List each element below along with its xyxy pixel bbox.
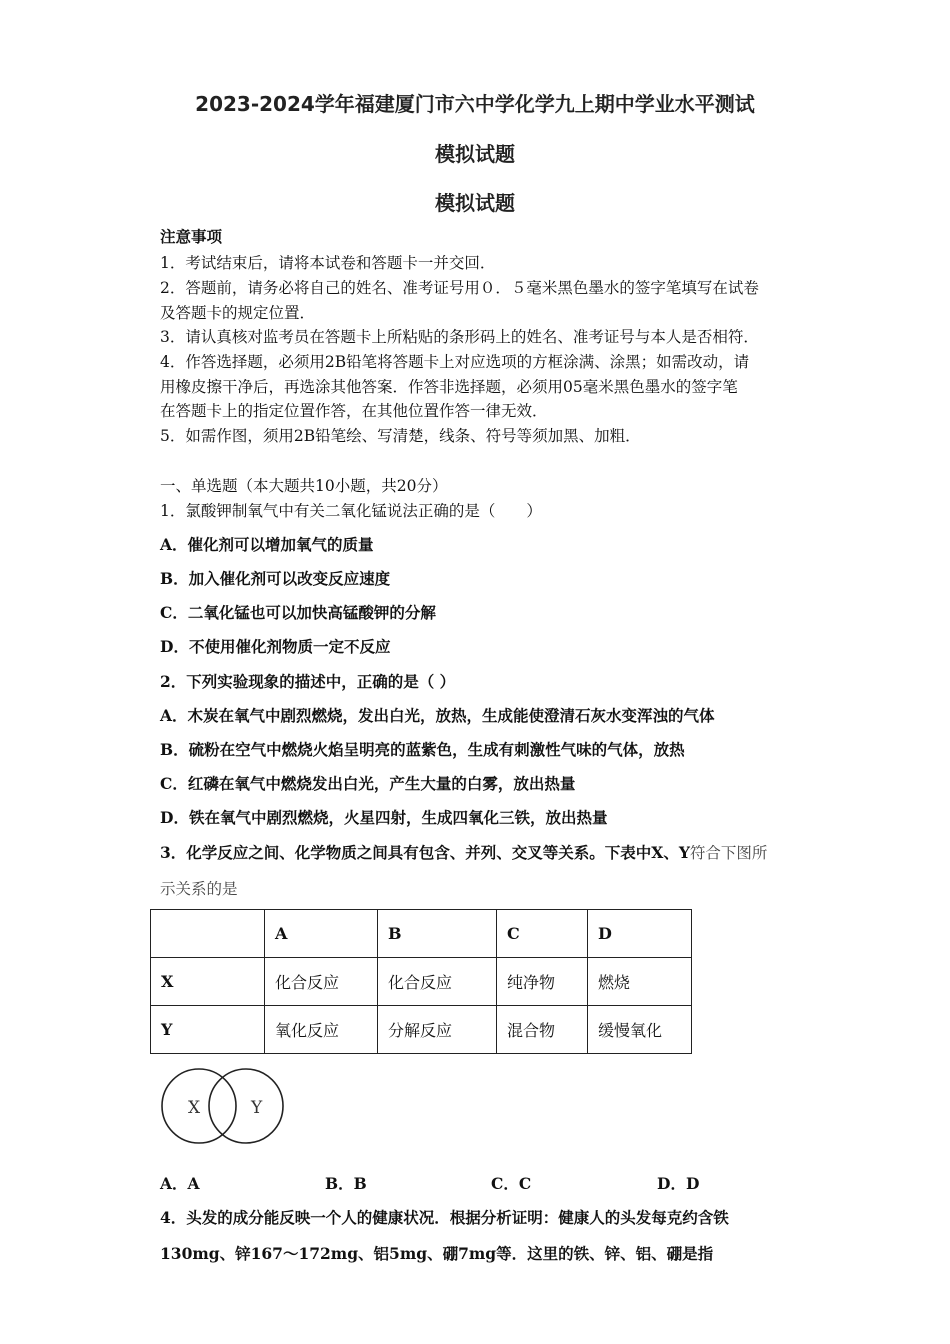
venn-circle-y: [209, 1069, 283, 1143]
q3-stem: [160, 843, 800, 863]
venn-label-x: X: [188, 1098, 201, 1118]
q1-option-a: A．催化剂可以增加氧气的质量: [160, 535, 374, 554]
table-cell: 氧化反应: [265, 1006, 378, 1054]
q3-option-a: A．A: [160, 1174, 200, 1193]
title-line-2: 模拟试题: [435, 142, 515, 166]
venn-label-y: Y: [251, 1098, 263, 1118]
table-cell: X: [151, 958, 265, 1006]
table-cell: [151, 910, 265, 958]
table-cell: 纯净物: [497, 958, 588, 1006]
table-cell: D: [588, 910, 692, 958]
section-heading: 一、单选题（本大题共10小题，共20分）: [160, 477, 448, 495]
q2-option-b: B．硫粉在空气中燃烧火焰呈明亮的蓝紫色，生成有刺激性气味的气体，放热: [160, 740, 685, 759]
q3-stem-line-2: 示关系的是: [160, 880, 238, 898]
table-cell: 化合反应: [378, 958, 497, 1006]
table-cell: B: [378, 910, 497, 958]
q3-option-d: D．D: [657, 1174, 700, 1193]
q1-option-d: D．不使用催化剂物质一定不反应: [160, 637, 391, 656]
notice-heading: 注意事项: [160, 227, 223, 246]
table-cell: A: [265, 910, 378, 958]
q2-option-c: C．红磷在氧气中燃烧发出白光，产生大量的白雾，放出热量: [160, 774, 576, 793]
title-line-3: 模拟试题: [435, 191, 515, 215]
q3-option-b: B．B: [325, 1174, 367, 1193]
q2-stem: 2．下列实验现象的描述中，正确的是（ ）: [160, 672, 456, 691]
notice-line: 用橡皮擦干净后，再选涂其他答案．作答非选择题，必须用05毫米黑色墨水的签字笔: [160, 378, 738, 396]
q3-option-c: C．C: [491, 1174, 532, 1193]
table-row: [151, 1006, 692, 1054]
notice-line: 及答题卡的规定位置．: [160, 304, 316, 322]
q2-option-a: A．木炭在氧气中剧烈燃烧，发出白光，放热，生成能使澄清石灰水变浑浊的气体: [160, 706, 715, 725]
venn-diagram: [155, 1062, 290, 1152]
table-cell: Y: [151, 1006, 265, 1054]
q3-stem-rest: 符合下图所: [689, 844, 768, 862]
table-cell: 化合反应: [265, 958, 378, 1006]
q3-table: [150, 909, 692, 1054]
notice-line: 2．答题前，请务必将自己的姓名、准考证号用０．５毫米黑色墨水的签字笔填写在试卷: [160, 279, 759, 297]
table-cell: C: [497, 910, 588, 958]
table-cell: 燃烧: [588, 958, 692, 1006]
table-cell: 混合物: [497, 1006, 588, 1054]
table-row: [151, 958, 692, 1006]
notice-line: 5．如需作图，须用2B铅笔绘、写清楚，线条、符号等须加黑、加粗．: [160, 427, 641, 445]
q4-line-2: 130mg、锌167～172mg、铝5mg、硼7mg等．这里的铁、锌、铝、硼是指: [160, 1244, 714, 1263]
table-header-row: [151, 910, 692, 958]
q1-option-b: B．加入催化剂可以改变反应速度: [160, 569, 391, 588]
notice-line: 3．请认真核对监考员在答题卡上所粘贴的条形码上的姓名、准考证号与本人是否相符．: [160, 328, 759, 346]
q2-option-d: D．铁在氧气中剧烈燃烧，火星四射，生成四氧化三铁，放出热量: [160, 808, 608, 827]
notice-line: 1．考试结束后，请将本试卷和答题卡一并交回．: [160, 254, 496, 272]
notice-line: 在答题卡上的指定位置作答，在其他位置作答一律无效．: [160, 402, 548, 420]
q1-stem: 1．氯酸钾制氧气中有关二氧化锰说法正确的是（ ）: [160, 502, 542, 520]
table-cell: 缓慢氧化: [588, 1006, 692, 1054]
q3-stem-bold: 3．化学反应之间、化学物质之间具有包含、并列、交叉等关系。下表中X、Y: [160, 843, 690, 862]
notice-line: 4．作答选择题，必须用2B铅笔将答题卡上对应选项的方框涂满、涂黑；如需改动，请: [160, 353, 750, 371]
table-cell: 分解反应: [378, 1006, 497, 1054]
title-line-1: 2023-2024学年福建厦门市六中学化学九上期中学业水平测试: [195, 92, 755, 116]
q1-option-c: C．二氧化锰也可以加快高锰酸钾的分解: [160, 603, 436, 622]
q4-line-1: 4．头发的成分能反映一个人的健康状况．根据分析证明：健康人的头发每克约含铁: [160, 1208, 729, 1227]
